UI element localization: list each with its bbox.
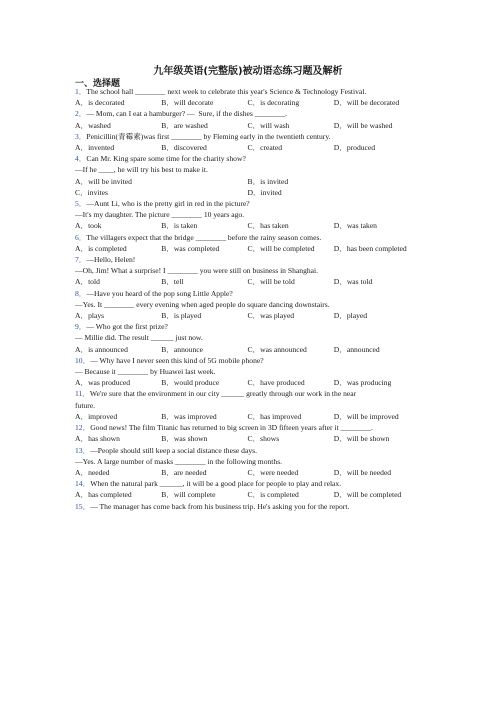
question-item [75,445,420,479]
question-number: 3． [75,131,87,141]
question-item [75,355,420,389]
answer-option: B．tell [161,277,184,287]
answer-option: B．was completed [161,243,220,253]
question-number: 4． [75,154,87,164]
question-number: 7． [75,255,87,265]
answer-options [75,467,420,478]
question-stem [75,198,420,209]
question-text: Penicillin(青霉素)was first ________ by Fleming early in the twentieth century. [86,131,331,141]
answer-option: D．will be needed [333,467,392,477]
answer-option: A．told [75,277,100,287]
question-number: 11． [75,389,90,399]
answer-option: B．announce [161,344,204,354]
question-text: — Because it ________ by Huawei last week. [75,367,216,377]
answer-option: C．has taken [247,221,289,231]
answer-options [75,489,420,500]
answer-option: B．is played [161,311,202,321]
question-text: —Yes. A large number of masks ________ in the following months. [75,456,283,466]
question-text: future. [75,400,96,410]
question-stem [75,321,420,332]
question-text: — Millie did. The result ______ just now. [75,333,203,343]
question-text: When the natural park ______, it will be a good place for people to play and relax. [90,479,342,489]
answer-option: B．will complete [161,490,216,500]
answer-option: C．have produced [247,378,305,388]
answer-option: B．will decorate [161,98,214,108]
section-heading: 一、选择题 [75,79,121,89]
answer-option: C．will be completed [247,243,315,253]
question-stem [75,108,420,119]
question-stem [75,332,420,343]
question-item [75,131,420,153]
question-number: 14． [75,479,91,489]
answer-option: D．produced [333,143,376,153]
question-stem [75,366,420,377]
question-text: The school hall ________ next week to celebrate this year's Science & Technology Festival. [86,87,367,96]
answer-option: A．washed [75,120,111,130]
answer-option: A．plays [75,311,105,321]
question-stem [75,209,420,220]
question-stem [75,232,420,243]
question-list [75,86,420,512]
question-item [75,501,420,512]
question-text: — Mom, can I eat a hamburger? — Sure, if the dishes ________. [86,109,288,119]
question-stem [75,501,420,512]
question-number: 15． [75,501,91,511]
answer-options [75,276,420,287]
question-text: —People should still keep a social distance these days. [90,445,258,455]
answer-option: D．has been completed [333,243,407,253]
question-stem [75,288,420,299]
question-item [75,108,420,130]
answer-option: D．was producing [333,378,392,388]
answer-option: A．was produced [75,378,131,388]
answer-option: C．is completed [247,490,299,500]
answer-option: D．will be shown [333,434,390,444]
question-item [75,288,420,322]
question-text: Can Mr. King spare some time for the charity show? [86,154,246,164]
question-item [75,478,420,500]
answer-option: A．is completed [75,243,127,253]
answer-option: C．has improved [247,411,302,421]
answer-option: B．discovered [161,143,207,153]
answer-option: C．created [247,143,283,153]
answer-option: C．will wash [247,120,290,130]
question-item [75,198,420,232]
answer-option: D．was taken [333,221,377,231]
question-stem [75,478,420,489]
answer-option: B．are needed [161,467,207,477]
answer-option: A．is announced [75,344,128,354]
answer-option: D．was told [333,277,373,287]
answer-option: A．has shown [75,434,120,444]
question-item [75,388,420,422]
answer-option: B．is invited [247,176,289,186]
answer-options [75,344,420,355]
answer-option: B．would produce [161,378,220,388]
question-stem [75,422,420,433]
question-item [75,254,420,288]
question-text: —Have you heard of the pop song Little Apple? [86,288,233,298]
answer-option: D．will be completed [333,490,402,500]
answer-option: C．invites [75,187,108,197]
question-stem [75,355,420,366]
question-number: 9． [75,322,87,332]
answer-option: A．is decorated [75,98,125,108]
answer-option: D．announced [333,344,380,354]
question-text: — Why have I never seen this kind of 5G mobile phone? [90,355,264,365]
question-item [75,153,420,198]
answer-option: C．is decorating [247,98,300,108]
answer-options [75,142,420,153]
question-text: —Oh, Jim! What a surprise! I ________ you were still on business in Shanghai. [75,266,319,276]
answer-options [75,120,420,131]
answer-options [75,411,420,422]
page-title: 九年级英语(完整版)被动语态练习题及解析 [153,66,343,77]
answer-option: C．were needed [247,467,299,477]
question-text: —Aunt Li, who is the pretty girl in red in the picture? [86,199,250,209]
question-stem [75,400,420,411]
answer-option: A．has completed [75,490,132,500]
question-stem [75,254,420,265]
answer-option: A．improved [75,411,118,421]
answer-option: D．played [333,311,368,321]
answer-option: C．was announced [247,344,307,354]
answer-option: B．is taken [161,221,198,231]
answer-option: D．will be decorated [333,98,400,108]
answer-options [75,176,420,198]
question-stem [75,445,420,456]
answer-option: C．shows [247,434,280,444]
question-stem [75,265,420,276]
answer-options [75,310,420,321]
answer-options [75,97,420,108]
question-stem [75,86,420,97]
answer-option: A．will be invited [75,176,132,186]
question-stem [75,388,420,399]
answer-options [75,243,420,254]
question-text: We're sure that the environment in our city ______ greatly through our work in the near [89,389,357,399]
answer-option: C．was played [247,311,295,321]
answer-option: B．was shown [161,434,208,444]
question-text: —Yes. It ________ every evening when aged people do square dancing downstairs. [75,299,330,309]
answer-option: B．are washed [161,120,208,130]
answer-option: D．will be washed [333,120,393,130]
question-stem [75,164,420,175]
question-item [75,321,420,355]
answer-option: A．needed [75,467,110,477]
question-number: 2． [75,109,87,119]
question-text: The villagers expect that the bridge ________ before the rainy season comes. [86,232,322,242]
question-number: 1． [75,87,87,96]
question-number: 6． [75,232,87,242]
question-number: 13． [75,445,91,455]
question-item [75,86,420,108]
answer-options [75,433,420,444]
question-number: 12． [75,423,91,433]
answer-option: A．invented [75,143,115,153]
answer-options [75,377,420,388]
question-text: —It's my daughter. The picture ________ 10 years ago. [75,210,245,220]
question-text: Good news! The film Titanic has returned to big screen in 3D fifteen years after it ________. [90,423,373,433]
question-text: —Hello, Helen! [86,255,136,265]
question-text: —If he ____, he will try his best to make it. [75,165,208,175]
question-item [75,232,420,254]
question-text: — Who got the first prize? [86,322,168,332]
answer-options [75,220,420,231]
answer-option: A．took [75,221,102,231]
answer-option: D．will be improved [333,411,399,421]
question-stem [75,131,420,142]
question-stem [75,456,420,467]
question-text: — The manager has come back from his business trip. He's asking you for the report. [90,501,350,511]
answer-option: C．will be told [247,277,295,287]
question-number: 8． [75,288,87,298]
question-stem [75,153,420,164]
answer-option: D．invited [247,187,282,197]
question-stem [75,299,420,310]
question-number: 5． [75,199,87,209]
answer-option: B．was improved [161,411,217,421]
question-number: 10． [75,355,91,365]
question-item [75,422,420,444]
